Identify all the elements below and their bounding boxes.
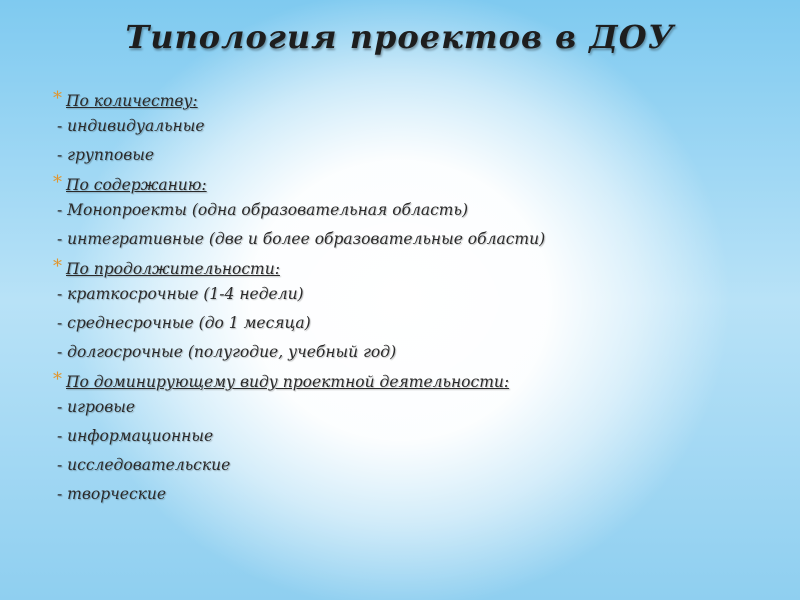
list-item: - информационные: [57, 427, 214, 445]
list-item: - игровые: [57, 398, 136, 416]
group-heading: [53, 256, 777, 280]
group-by-quantity: [53, 88, 777, 170]
group-by-activity-type: [53, 369, 777, 509]
slide-title: Типология проектов в ДОУ: [125, 18, 675, 56]
list-item: - групповые: [57, 146, 155, 164]
list-item: - индивидуальные: [57, 117, 205, 135]
list-item: - долгосрочные (полугодие, учебный год): [57, 343, 397, 361]
list-item: - творческие: [57, 485, 167, 503]
list-item: - интегративные (две и более образовательные области): [57, 230, 546, 248]
group-heading: [53, 172, 777, 196]
slide-content: [53, 88, 777, 509]
group-by-content: [53, 172, 777, 254]
group-heading-label: По продолжительности:: [66, 260, 280, 278]
asterisk-bullet-icon: *: [53, 369, 62, 390]
group-heading: [53, 88, 777, 112]
asterisk-bullet-icon: *: [53, 172, 62, 193]
list-item: - краткосрочные (1-4 недели): [57, 285, 304, 303]
list-item: - Монопроекты (одна образовательная область): [57, 201, 468, 219]
list-item: - среднесрочные (до 1 месяца): [57, 314, 311, 332]
group-heading-label: По количеству:: [66, 92, 198, 110]
group-heading: [53, 369, 777, 393]
asterisk-bullet-icon: *: [53, 256, 62, 277]
group-by-duration: [53, 256, 777, 367]
asterisk-bullet-icon: *: [53, 88, 62, 109]
list-item: - исследовательские: [57, 456, 231, 474]
group-heading-label: По доминирующему виду проектной деятельности:: [66, 373, 510, 391]
group-heading-label: По содержанию:: [66, 176, 207, 194]
